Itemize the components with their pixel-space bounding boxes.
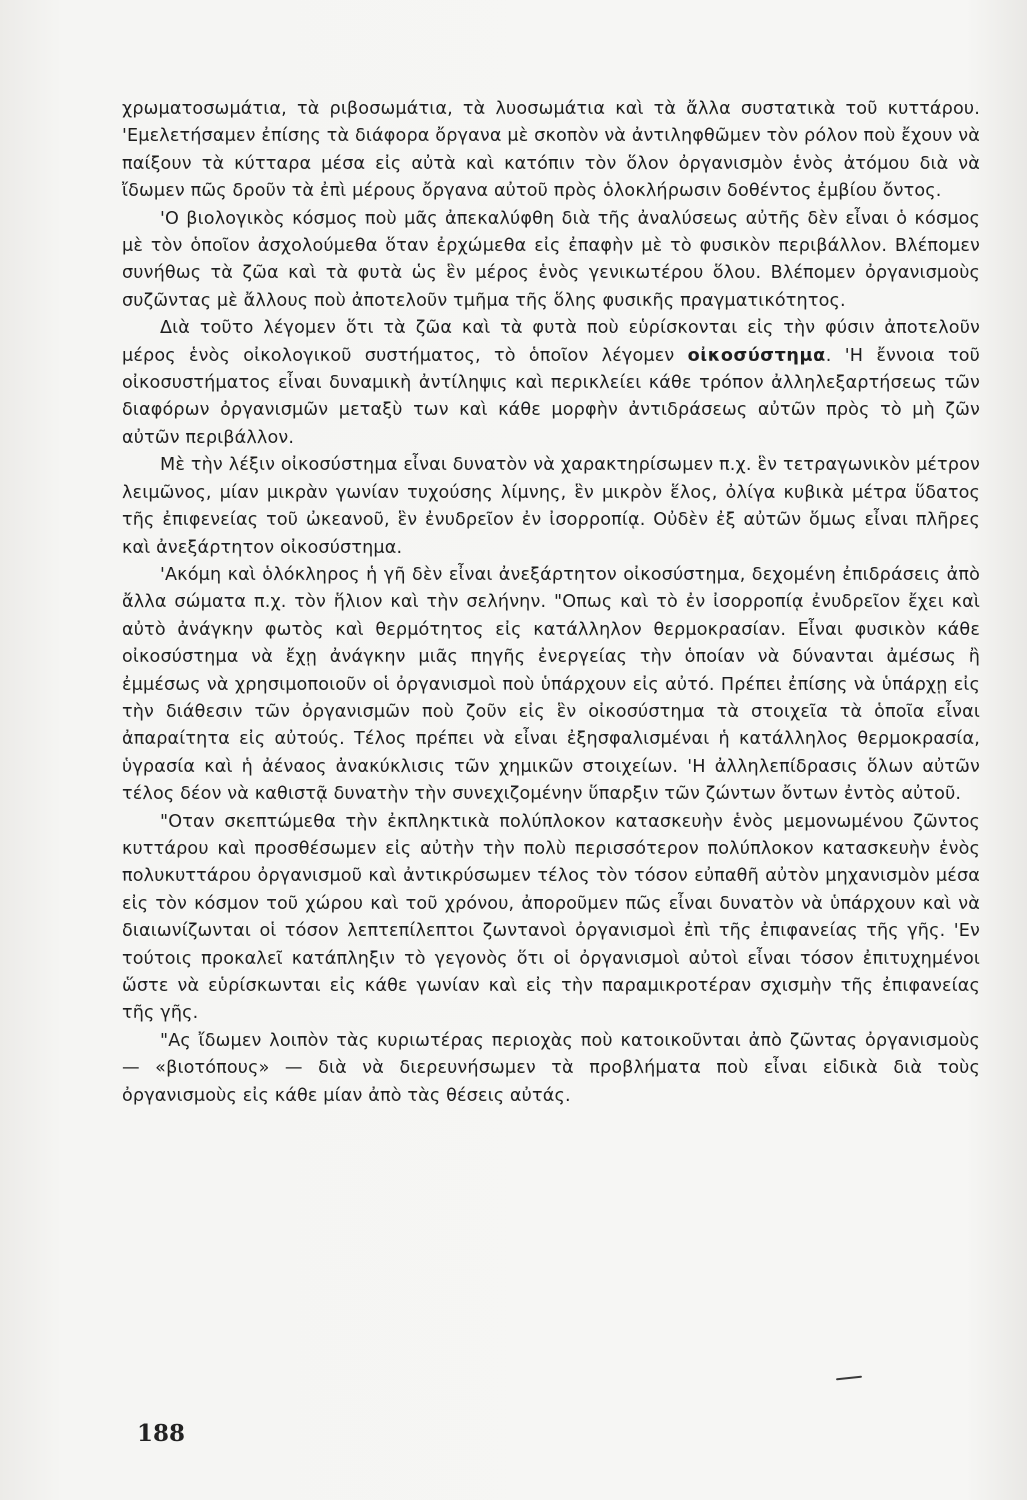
- paragraph-5: 'Ακόμη καὶ ὁλόκληρος ἡ γῆ δὲν εἶναι ἀνεξάρτητον οἰκοσύστημα, δεχομένη ἐπιδράσεις ἀπὸ ἄλλα σώματα π.χ. τὸν ἥλιον καὶ τὴν σελήνην. "Οπως καὶ τὸ ἐν ἰσορροπίᾳ ἐνυδρεῖον ἔχει καὶ αὐτὸ ἀνάγκην φωτὸς καὶ θερμότητος εἰς κατάλληλον θερμοκρασίαν. Εἶναι φυσικὸν κάθε οἰκοσύστημα νὰ ἔχῃ ἀνάγκην μιᾶς πηγῆς ἐνεργείας τὴν ὁποίαν νὰ δύνανται ἀμέσως ἢ ἐμμέσως νὰ χρησιμοποιοῦν οἱ ὀργανισμοὶ ποὺ ὑπάρχουν εἰς αὐτό. Πρέπει ἐπίσης νὰ ὑπάρχῃ εἰς τὴν διάθεσιν τῶν ὀργανισμῶν ποὺ ζοῦν εἰς ἓν οἰκοσύστημα τὰ στοιχεῖα τὰ ὁποῖα εἶναι ἀπαραίτητα εἰς αὐτούς. Τέλος πρέπει νὰ εἶναι ἐξησφαλισμέναι ἡ κατάλληλος θερμοκρασία, ὑγρασία καὶ ἡ ἀέναος ἀνακύκλισις τῶν χημικῶν στοιχείων. 'Η ἀλληλεπίδρασις ὅλων αὐτῶν τέλος δέον νὰ καθιστᾷ δυνατὴν τὴν συνεχιζομένην ὕπαρξιν τῶν ζώντων ὄντων ἐντὸς αὐτοῦ.: [122, 564, 980, 805]
- paragraph-3-text-after: . 'Η ἔννοια τοῦ οἰκοσυστήματος εἶναι δυναμικὴ ἀντίληψις καὶ περικλείει κάθε τρόπον ἀλληλεξαρτήσεως τῶν διαφόρων ὀργανισμῶν μεταξὺ των καὶ κάθε μορφὴν ἀντιδράσεως αὐτῶν πρὸς τὸ μὴ ζῶν αὐτῶν περιβάλλον.: [122, 345, 980, 448]
- paragraph-3-text-before: Διὰ τοῦτο λέγομεν ὅτι τὰ ζῶα καὶ τὰ φυτὰ ποὺ εὑρίσκονται εἰς τὴν φύσιν ἀποτελοῦν μέρος ἑνὸς οἰκολογικοῦ συστήματος, τὸ ὁποῖον λέγομεν: [122, 318, 980, 366]
- paragraph-3: [122, 315, 980, 452]
- paragraph-2: 'Ο βιολογικὸς κόσμος ποὺ μᾶς ἀπεκαλύφθη διὰ τῆς ἀναλύσεως αὐτῆς δὲν εἶναι ὁ κόσμος μὲ τὸν ὁποῖον ἀσχολούμεθα ὅταν ἐρχώμεθα εἰς ἐπαφὴν μὲ τὸ φυσικὸν περιβάλλον. Βλέπομεν συνήθως τὰ ζῶα καὶ τὰ φυτὰ ὡς ἓν μέρος ἑνὸς γενικωτέρου ὅλου. Βλέπομεν ὀργανισμοὺς συζῶντας μὲ ἄλλους ποὺ ἀποτελοῦν τμῆμα τῆς ὅλης φυσικῆς πραγματικότητος.: [122, 208, 980, 311]
- page-number: 188: [137, 1420, 186, 1447]
- pencil-mark: [836, 1376, 862, 1381]
- paragraph-1: χρωματοσωμάτια, τὰ ριβοσωμάτια, τὰ λυοσωμάτια καὶ τὰ ἄλλα συστατικὰ τοῦ κυττάρου. 'Εμελετήσαμεν ἐπίσης τὰ διάφορα ὄργανα μὲ σκοπὸν νὰ ἀντιληφθῶμεν τὸν ρόλον ποὺ ἔχουν νὰ παίξουν τὰ κύτταρα μέσα εἰς αὐτὰ καὶ κατόπιν τὸν ὅλον ὀργανισμὸν ἑνὸς ἀτόμου διὰ νὰ ἴδωμεν πῶς δροῦν τὰ ἐπὶ μέρους ὄργανα αὐτοῦ πρὸς ὁλοκλήρωσιν δοθέντος ἐμβίου ὄντος.: [122, 99, 980, 202]
- ecosystem-term: οἰκοσύστημα: [687, 345, 826, 366]
- paragraph-4: Μὲ τὴν λέξιν οἰκοσύστημα εἶναι δυνατὸν νὰ χαρακτηρίσωμεν π.χ. ἓν τετραγωνικὸν μέτρον λειμῶνος, μίαν μικρὰν γωνίαν τυχούσης λίμνης, ἓν μικρὸν ἕλος, ὀλίγα κυβικὰ μέτρα ὕδατος τῆς ἐπιφενείας τοῦ ὠκεανοῦ, ἓν ἐνυδρεῖον ἐν ἰσορροπίᾳ. Οὐδὲν ἐξ αὐτῶν ὅμως εἶναι πλῆρες καὶ ἀνεξάρτητον οἰκοσύστημα.: [122, 455, 980, 558]
- paragraph-6: "Οταν σκεπτώμεθα τὴν ἐκπληκτικὰ πολύπλοκον κατασκευὴν ἑνὸς μεμονωμένου ζῶντος κυττάρου καὶ προσθέσωμεν εἰς αὐτὴν τὴν πολὺ περισσότερον πολύπλοκον κατασκευὴν ἑνὸς πολυκυττάρου ὀργανισμοῦ καὶ ἀντικρύσωμεν τέλος τὸν τόσον εὐπαθῆ αὐτὸν μηχανισμὸν μέσα εἰς τὸν κόσμον τοῦ χώρου καὶ τοῦ χρόνου, ἀποροῦμεν πῶς εἶναι δυνατὸν νὰ ὑπάρχουν καὶ νὰ διαιωνίζωνται οἱ τόσον λεπτεπίλεπτοι ζωντανοὶ ὀργανισμοὶ ἐπὶ τῆς ἐπιφανείας τῆς γῆς. 'Εν τούτοις προκαλεῖ κατάπληξιν τὸ γεγονὸς ὅτι οἱ ὀργανισμοὶ αὐτοὶ εἶναι τόσον ἐπιτυχημένοι ὥστε νὰ εὑρίσκωνται εἰς κάθε γωνίαν καὶ εἰς τὴν παραμικροτέραν σχισμὴν τῆς ἐπιφανείας τῆς γῆς.: [122, 811, 980, 1024]
- body-text: [122, 96, 980, 1110]
- paragraph-7: "Ας ἴδωμεν λοιπὸν τὰς κυριωτέρας περιοχὰς ποὺ κατοικοῦνται ἀπὸ ζῶντας ὀργανισμοὺς — «βιοτόπους» — διὰ νὰ διερευνήσωμεν τὰ προβλήματα ποὺ εἶναι εἰδικὰ διὰ τοὺς ὀργανισμοὺς εἰς κάθε μίαν ἀπὸ τὰς θέσεις αὐτάς.: [122, 1030, 980, 1106]
